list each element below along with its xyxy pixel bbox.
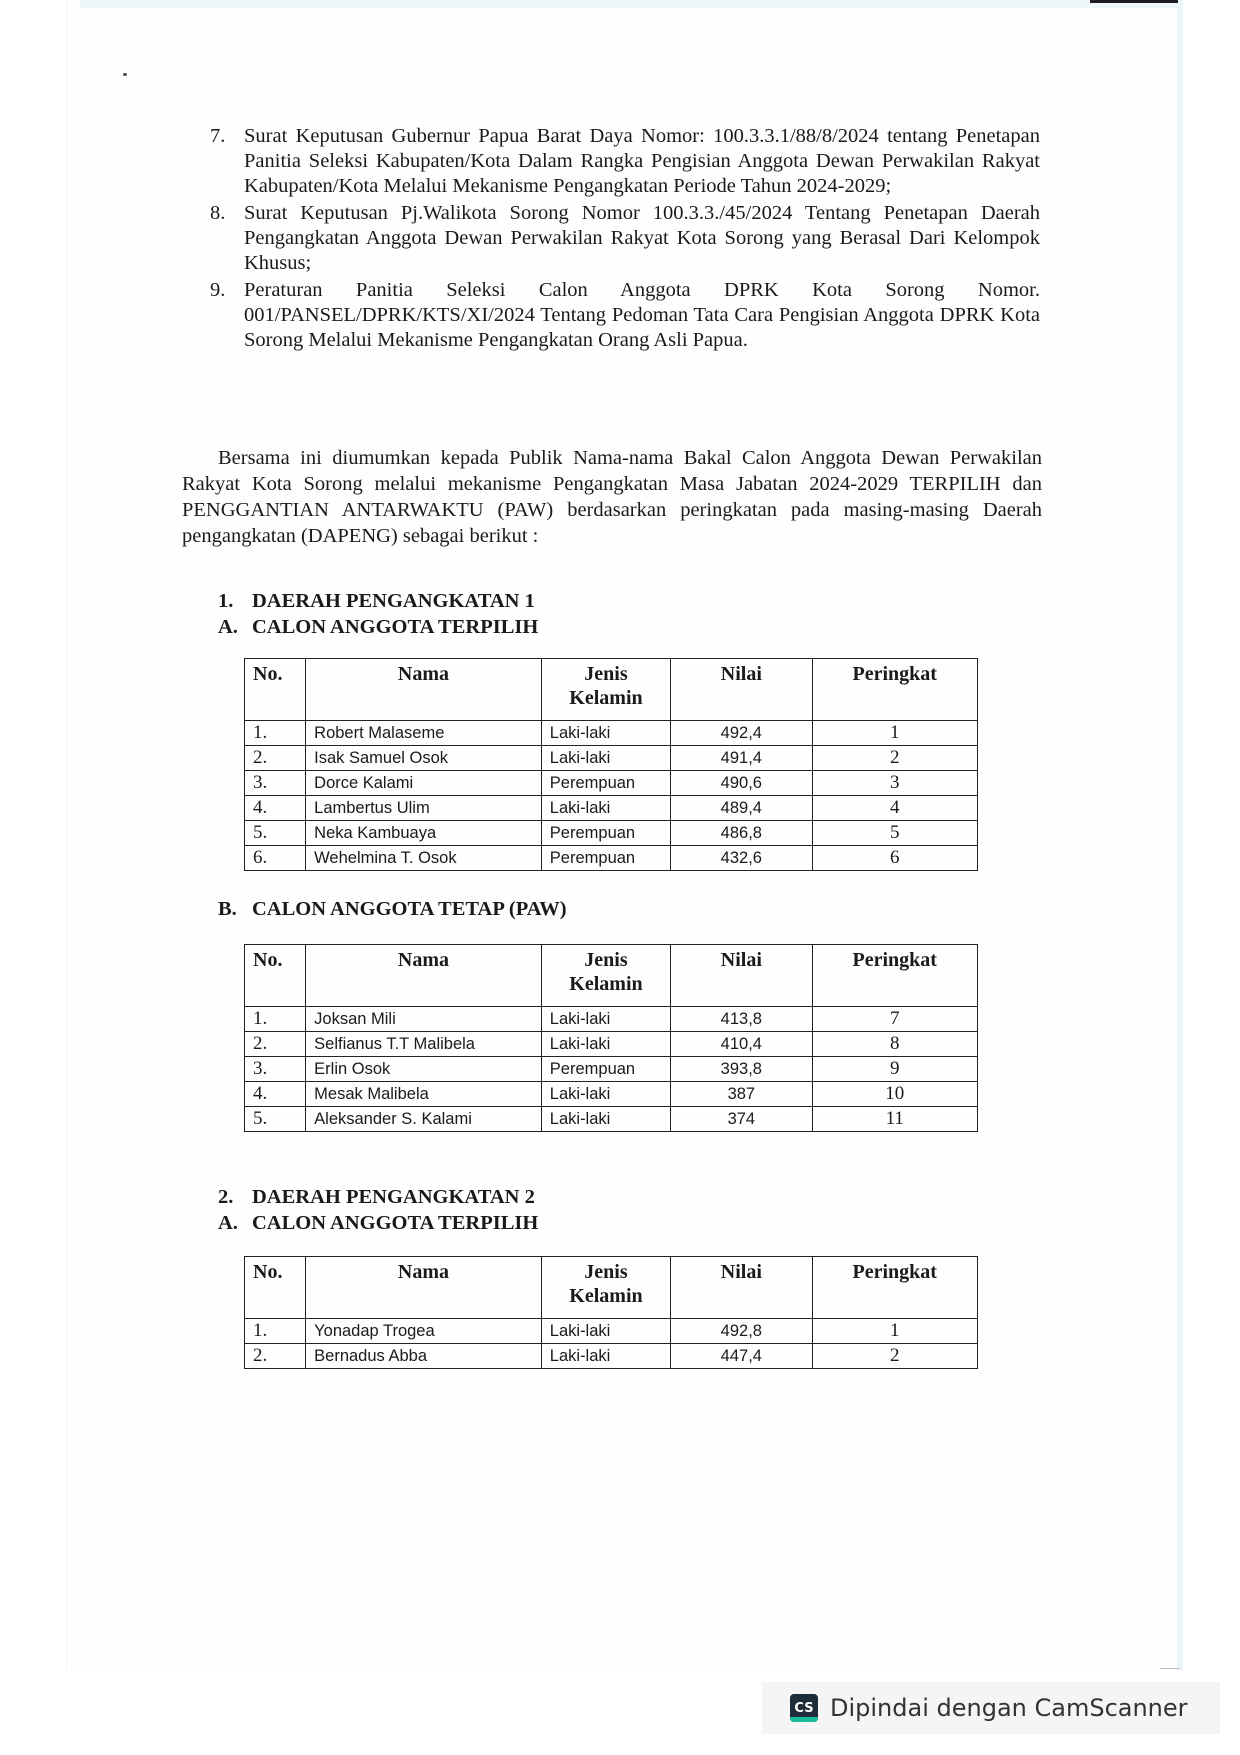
cell-no: 5. (245, 1107, 306, 1132)
column-header-nama: Nama (306, 945, 542, 1007)
cell-nama: Selfianus T.T Malibela (306, 1032, 542, 1057)
cell-no: 3. (245, 1057, 306, 1082)
cell-nama: Bernadus Abba (306, 1344, 542, 1369)
cell-nama: Yonadap Trogea (306, 1319, 542, 1344)
table-row (245, 1082, 978, 1107)
table-row (245, 1107, 978, 1132)
cell-nilai: 490,6 (671, 771, 812, 796)
column-header-nama: Nama (306, 1257, 542, 1319)
item-number: 8. (210, 202, 226, 224)
column-header-jenis-kelamin: Jenis Kelamin (541, 1257, 670, 1319)
cell-nilai: 491,4 (671, 746, 812, 771)
cell-peringkat: 9 (812, 1057, 977, 1082)
cell-nama: Dorce Kalami (306, 771, 542, 796)
cell-nilai: 447,4 (671, 1344, 812, 1369)
page-bottom-mark (1160, 1668, 1180, 1669)
column-header-no: No. (245, 659, 306, 721)
camscanner-watermark (762, 1682, 1220, 1734)
cell-nama: Aleksander S. Kalami (306, 1107, 542, 1132)
table-dapeng2-terpilih (244, 1256, 978, 1369)
cell-jenis-kelamin: Laki-laki (541, 721, 670, 746)
cell-jenis-kelamin: Perempuan (541, 821, 670, 846)
table-row (245, 746, 978, 771)
table-row (245, 1319, 978, 1344)
table-row (245, 821, 978, 846)
legal-basis-item (210, 278, 1040, 353)
subsection-title: CALON ANGGOTA TERPILIH (252, 1212, 539, 1234)
cell-nama: Erlin Osok (306, 1057, 542, 1082)
cell-nama: Wehelmina T. Osok (306, 846, 542, 871)
item-number: 9. (210, 279, 226, 301)
item-text: Peraturan Panitia Seleksi Calon Anggota DPRK Kota Sorong Nomor. 001/PANSEL/DPRK/KTS/XI/2024 Tentang Pedoman Tata Cara Pengisian Anggota DPRK Kota Sorong Melalui Mekanisme Pengangkatan Orang Asli Papua. (244, 279, 1040, 351)
cell-peringkat: 1 (812, 721, 977, 746)
cell-no: 1. (245, 1319, 306, 1344)
subsection-letter: A. (218, 1212, 238, 1234)
cell-peringkat: 11 (812, 1107, 977, 1132)
cell-no: 2. (245, 746, 306, 771)
cell-nama: Mesak Malibela (306, 1082, 542, 1107)
announcement-paragraph (182, 445, 1042, 549)
table-row (245, 1344, 978, 1369)
cell-jenis-kelamin: Laki-laki (541, 1007, 670, 1032)
cell-peringkat: 6 (812, 846, 977, 871)
cell-peringkat: 10 (812, 1082, 977, 1107)
cell-nilai: 492,4 (671, 721, 812, 746)
cell-nilai: 413,8 (671, 1007, 812, 1032)
item-text: Surat Keputusan Gubernur Papua Barat Daya Nomor: 100.3.3.1/88/8/2024 tentang Penetapan Panitia Seleksi Kabupaten/Kota Dalam Rangka Pengisian Anggota Dewan Perwakilan Rakyat Kabupaten/Kota Melalui Mekanisme Pengangkatan Periode Tahun 2024-2029; (244, 125, 1040, 197)
column-header-no: No. (245, 1257, 306, 1319)
subsection-title: CALON ANGGOTA TERPILIH (252, 616, 539, 638)
subsection-letter: A. (218, 616, 238, 638)
table-header-row (245, 945, 978, 1007)
cell-jenis-kelamin: Laki-laki (541, 1319, 670, 1344)
cell-jenis-kelamin: Perempuan (541, 846, 670, 871)
watermark-label: Dipindai dengan CamScanner (830, 1694, 1188, 1722)
cell-no: 1. (245, 721, 306, 746)
subsection-heading (218, 896, 567, 922)
subsection-letter: B. (218, 898, 237, 920)
subsection-heading (218, 1210, 538, 1236)
cell-no: 4. (245, 796, 306, 821)
section-number: 1. (218, 590, 234, 612)
column-header-peringkat: Peringkat (812, 659, 977, 721)
cell-peringkat: 2 (812, 746, 977, 771)
cell-peringkat: 1 (812, 1319, 977, 1344)
cell-no: 1. (245, 1007, 306, 1032)
cell-nilai: 410,4 (671, 1032, 812, 1057)
cell-jenis-kelamin: Laki-laki (541, 1032, 670, 1057)
cell-jenis-kelamin: Laki-laki (541, 1344, 670, 1369)
section-number: 2. (218, 1186, 234, 1208)
cell-nilai: 387 (671, 1082, 812, 1107)
table-row (245, 721, 978, 746)
section-heading (218, 1184, 535, 1210)
column-header-nama: Nama (306, 659, 542, 721)
cell-nilai: 489,4 (671, 796, 812, 821)
table-header-row (245, 659, 978, 721)
announcement-text: Bersama ini diumumkan kepada Publik Nama-nama Bakal Calon Anggota Dewan Perwakilan Rakyat Kota Sorong melalui mekanisme Pengangkatan Masa Jabatan 2024-2029 TERPILIH dan PENGGANTIAN ANTARWAKTU (PAW) berdasarkan peringkatan pada masing-masing Daerah pengangkatan (DAPENG) sebagai berikut : (182, 447, 1042, 547)
table-row (245, 1032, 978, 1057)
cell-nilai: 492,8 (671, 1319, 812, 1344)
cell-peringkat: 7 (812, 1007, 977, 1032)
column-header-nilai: Nilai (671, 659, 812, 721)
cell-peringkat: 5 (812, 821, 977, 846)
legal-basis-list (210, 124, 1040, 355)
cell-nama: Joksan Mili (306, 1007, 542, 1032)
cell-nilai: 393,8 (671, 1057, 812, 1082)
column-header-nilai: Nilai (671, 1257, 812, 1319)
cell-no: 6. (245, 846, 306, 871)
cell-jenis-kelamin: Perempuan (541, 1057, 670, 1082)
cell-no: 5. (245, 821, 306, 846)
item-text: Surat Keputusan Pj.Walikota Sorong Nomor 100.3.3./45/2024 Tentang Penetapan Daerah Pengangkatan Anggota Dewan Perwakilan Rakyat Kota Sorong yang Berasal Dari Kelompok Khusus; (244, 202, 1040, 274)
cell-jenis-kelamin: Laki-laki (541, 1107, 670, 1132)
cell-jenis-kelamin: Laki-laki (541, 1082, 670, 1107)
cell-nama: Robert Malaseme (306, 721, 542, 746)
column-header-nilai: Nilai (671, 945, 812, 1007)
section-title: DAERAH PENGANGKATAN 2 (252, 1186, 535, 1208)
table-row (245, 1057, 978, 1082)
item-number: 7. (210, 125, 226, 147)
column-header-no: No. (245, 945, 306, 1007)
cell-peringkat: 2 (812, 1344, 977, 1369)
cell-no: 4. (245, 1082, 306, 1107)
cell-peringkat: 3 (812, 771, 977, 796)
legal-basis-item (210, 124, 1040, 199)
cell-nilai: 374 (671, 1107, 812, 1132)
column-header-jenis-kelamin: Jenis Kelamin (541, 659, 670, 721)
cell-peringkat: 4 (812, 796, 977, 821)
cell-jenis-kelamin: Laki-laki (541, 796, 670, 821)
section-title: DAERAH PENGANGKATAN 1 (252, 590, 535, 612)
table-row (245, 846, 978, 871)
table-dapeng1-terpilih (244, 658, 978, 871)
cell-no: 2. (245, 1344, 306, 1369)
page-top-edge (80, 0, 1180, 8)
cell-nilai: 486,8 (671, 821, 812, 846)
cell-nilai: 432,6 (671, 846, 812, 871)
cell-no: 3. (245, 771, 306, 796)
column-header-peringkat: Peringkat (812, 945, 977, 1007)
cell-nama: Lambertus Ulim (306, 796, 542, 821)
table-header-row (245, 1257, 978, 1319)
scan-corner-mark (1090, 0, 1178, 3)
cell-no: 2. (245, 1032, 306, 1057)
table-dapeng1-paw (244, 944, 978, 1132)
table-row (245, 771, 978, 796)
legal-basis-item (210, 201, 1040, 276)
column-header-peringkat: Peringkat (812, 1257, 977, 1319)
scan-speck (123, 73, 127, 76)
cell-nama: Neka Kambuaya (306, 821, 542, 846)
column-header-jenis-kelamin: Jenis Kelamin (541, 945, 670, 1007)
cell-nama: Isak Samuel Osok (306, 746, 542, 771)
cell-jenis-kelamin: Laki-laki (541, 746, 670, 771)
subsection-title: CALON ANGGOTA TETAP (PAW) (252, 898, 567, 920)
cell-peringkat: 8 (812, 1032, 977, 1057)
section-heading (218, 588, 535, 614)
table-row (245, 1007, 978, 1032)
camscanner-logo-icon: CS (790, 1694, 818, 1722)
table-row (245, 796, 978, 821)
cell-jenis-kelamin: Perempuan (541, 771, 670, 796)
subsection-heading (218, 614, 538, 640)
